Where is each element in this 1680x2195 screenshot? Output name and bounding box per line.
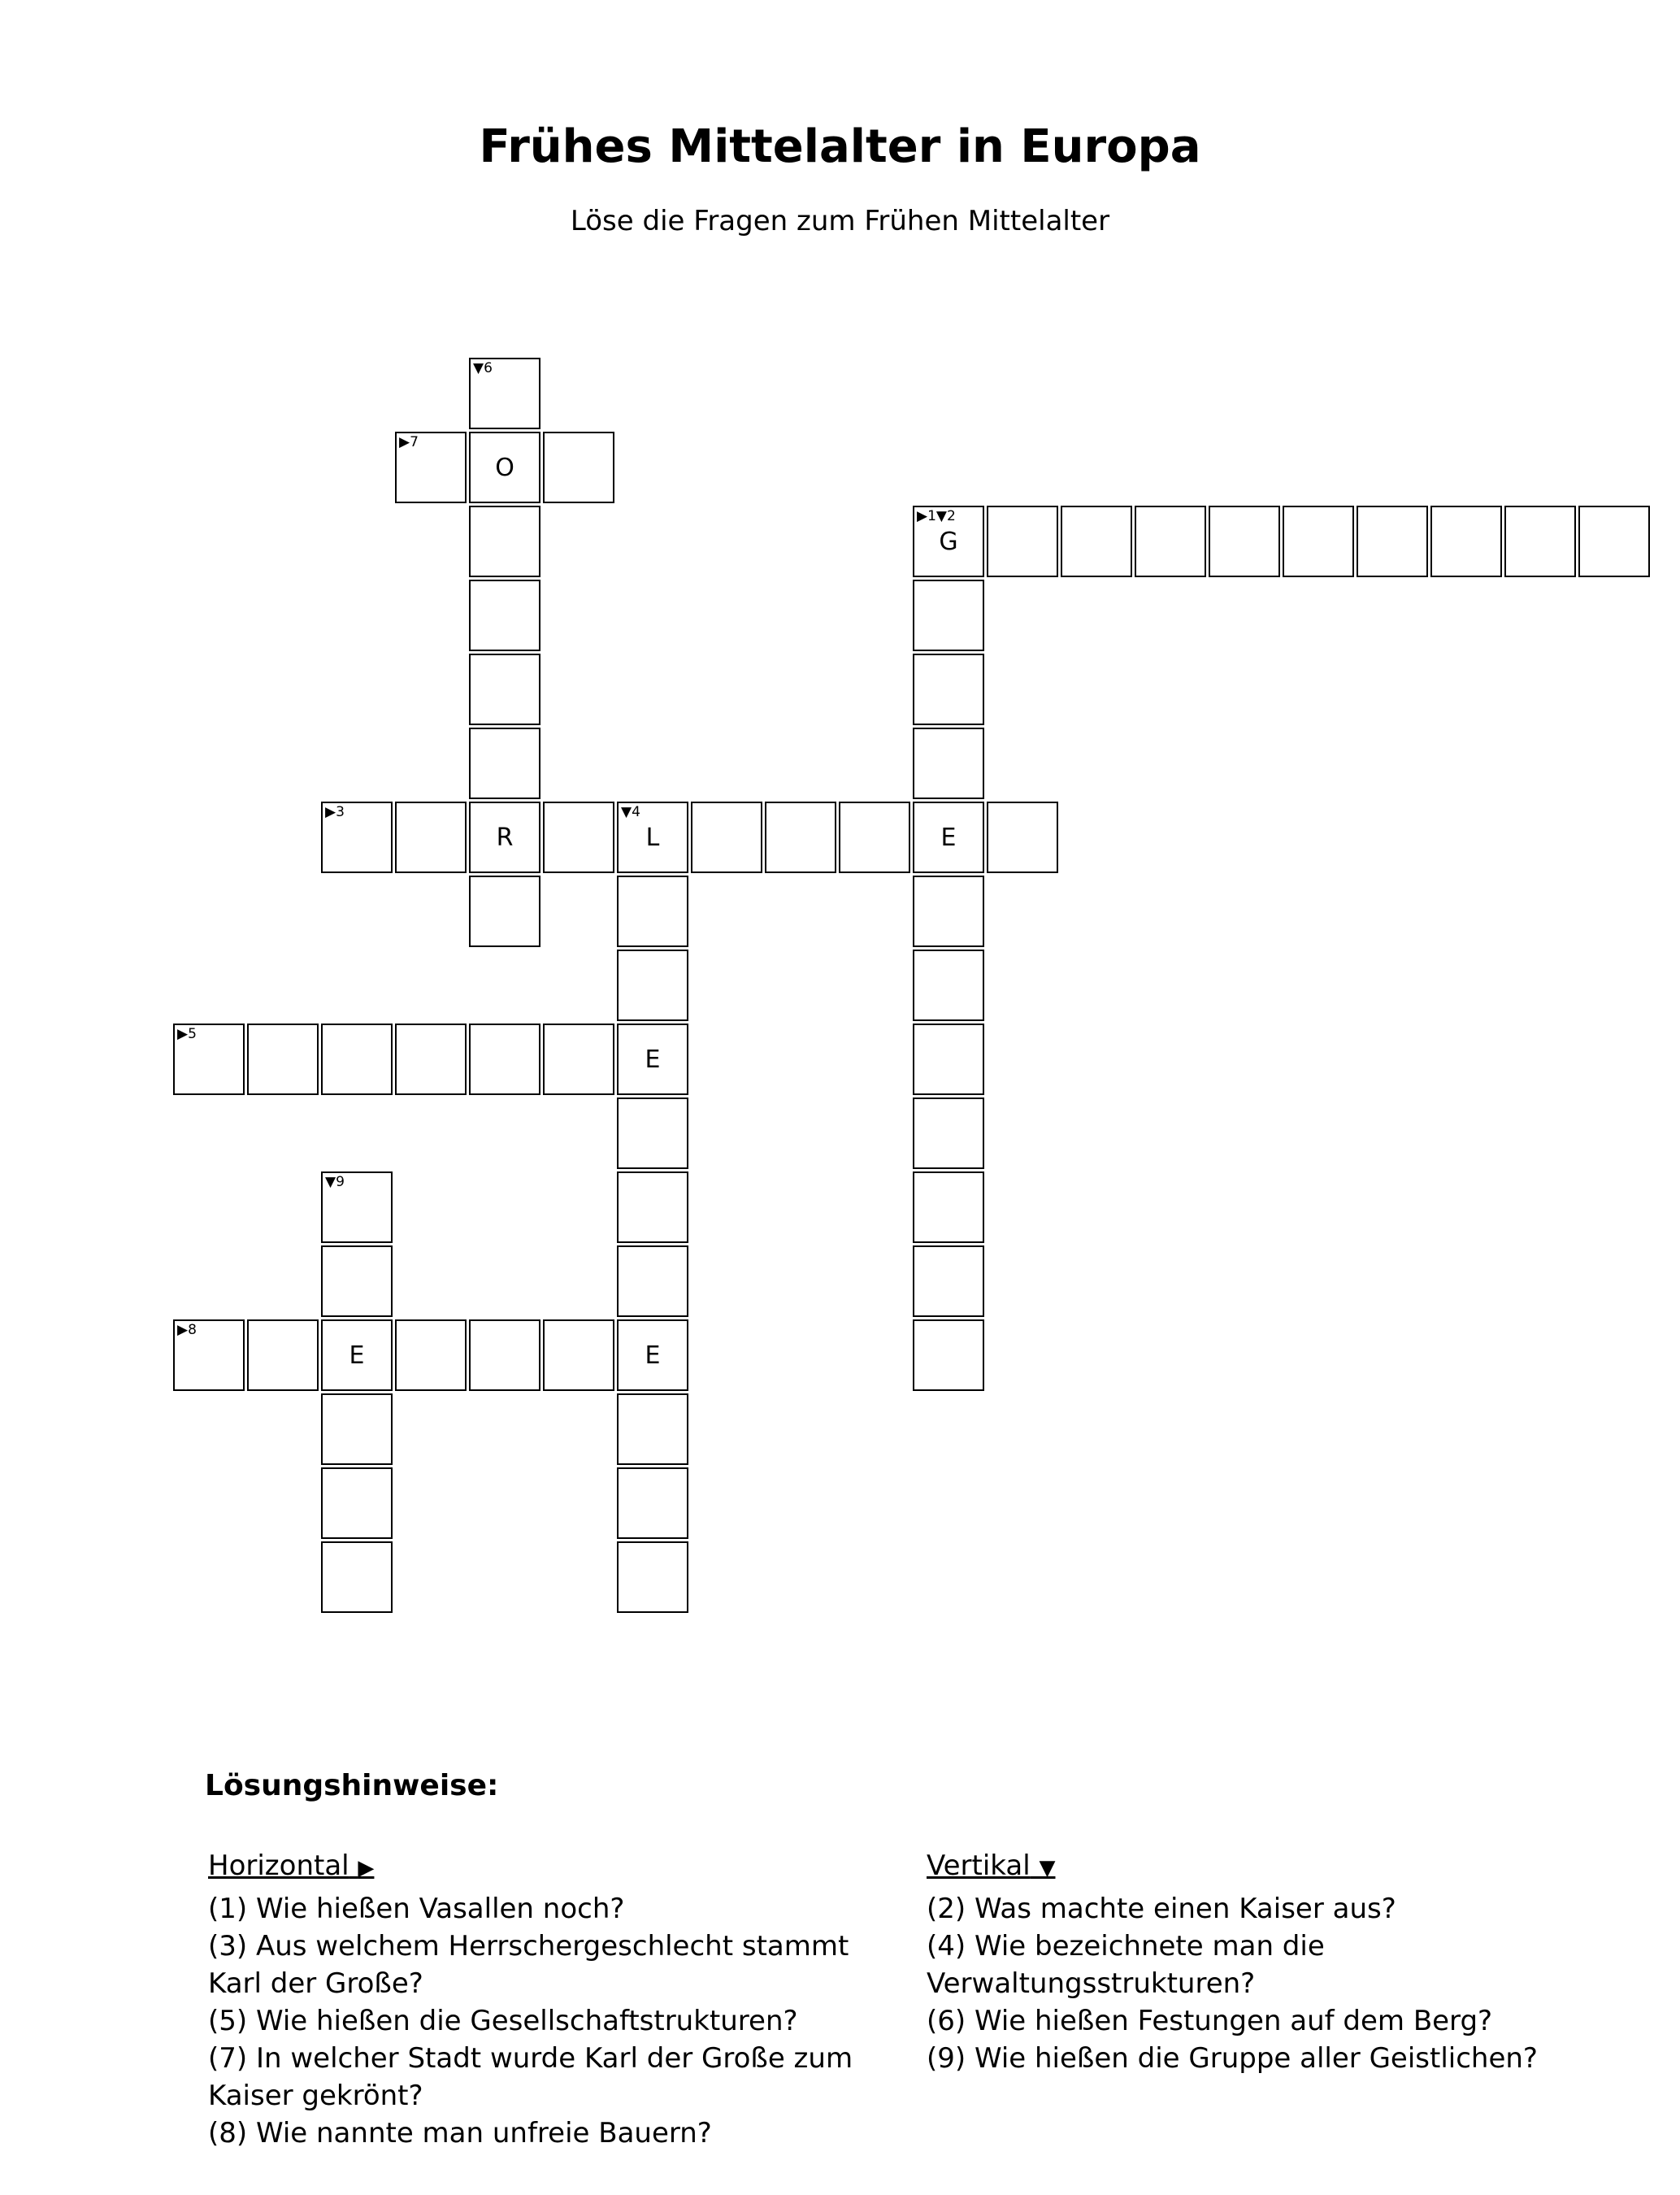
crossword-cell[interactable] [247,1319,319,1391]
crossword-cell[interactable] [543,802,614,873]
crossword-cell[interactable] [913,802,984,873]
hints-heading: Lösungshinweise: [205,1769,499,1802]
arrow-right-icon: ▶ [358,1856,375,1880]
crossword-cell[interactable] [617,876,688,947]
crossword-cell[interactable] [469,654,540,725]
crossword-cell[interactable] [913,580,984,651]
crossword-cell[interactable] [321,802,393,873]
crossword-cell[interactable] [913,1024,984,1095]
across-label: Horizontal [208,1849,349,1882]
crossword-cell[interactable] [321,1171,393,1243]
crossword-cell[interactable] [321,1024,393,1095]
cell-letter: O [495,454,514,482]
crossword-cell[interactable] [395,1319,467,1391]
crossword-cell[interactable] [1209,506,1280,577]
down-label: Vertikal [927,1849,1031,1882]
crossword-cell[interactable] [617,1171,688,1243]
crossword-cell[interactable] [173,1319,245,1391]
across-clue-list [208,1890,907,2152]
clue-number: ▶3 [325,804,345,820]
clue-item: (8) Wie nannte man unfreie Bauern? [208,2117,712,2149]
crossword-cell[interactable] [913,728,984,799]
clue-number: ▶1▼2 [917,508,956,524]
crossword-cell[interactable] [839,802,910,873]
crossword-cell[interactable] [987,802,1058,873]
clue-item: (3) Aus welchem Herrschergeschlecht stammt Karl der Große? [208,1930,849,2000]
crossword-cell[interactable] [1504,506,1576,577]
crossword-cell[interactable] [469,580,540,651]
crossword-cell[interactable] [913,876,984,947]
cell-letter: E [349,1341,365,1370]
crossword-cell[interactable] [395,1024,467,1095]
crossword-cell[interactable] [1578,506,1650,577]
crossword-cell[interactable] [913,1319,984,1391]
crossword-cell[interactable] [1357,506,1428,577]
clue-item: (6) Wie hießen Festungen auf dem Berg? [927,2005,1493,2037]
crossword-cell[interactable] [913,1171,984,1243]
clue-number: ▼9 [325,1174,345,1190]
crossword-cell[interactable] [395,802,467,873]
cell-letter: E [645,1045,661,1074]
crossword-cell[interactable] [1283,506,1354,577]
crossword-cell[interactable] [543,1319,614,1391]
crossword-cell[interactable] [617,802,688,873]
crossword-cell[interactable] [913,654,984,725]
across-heading [208,1847,907,1887]
clue-number: ▼6 [473,360,493,376]
clue-item: (5) Wie hießen die Gesellschaftstrukturen? [208,2005,798,2037]
cell-letter: R [496,824,514,852]
clue-item: (4) Wie bezeichnete man die Verwaltungsstrukturen? [927,1930,1325,2000]
crossword-cell[interactable] [987,506,1058,577]
crossword-cell[interactable] [321,1319,393,1391]
crossword-cell[interactable] [765,802,836,873]
crossword-cell[interactable] [913,1245,984,1317]
clue-item: (2) Was machte einen Kaiser aus? [927,1893,1396,1925]
crossword-cell[interactable] [617,1393,688,1465]
crossword-cell[interactable] [617,1467,688,1539]
crossword-cell[interactable] [617,950,688,1021]
crossword-cell[interactable] [617,1024,688,1095]
page-title: Frühes Mittelalter in Europa [479,120,1201,173]
crossword-cell[interactable] [913,950,984,1021]
arrow-down-icon: ▼ [1039,1856,1056,1880]
crossword-cell[interactable] [913,506,984,577]
clue-number: ▶5 [177,1026,197,1042]
crossword-cell[interactable] [1430,506,1502,577]
crossword-cell[interactable] [395,432,467,503]
crossword-cell[interactable] [469,1024,540,1095]
clue-item: (7) In welcher Stadt wurde Karl der Große zum Kaiser gekrönt? [208,2042,853,2112]
down-heading [927,1847,1601,1887]
crossword-cell[interactable] [469,802,540,873]
crossword-cell[interactable] [617,1319,688,1391]
crossword-cell[interactable] [1061,506,1132,577]
clue-number: ▶8 [177,1322,197,1338]
crossword-cell[interactable] [321,1393,393,1465]
crossword-cell[interactable] [469,506,540,577]
crossword-cell[interactable] [543,1024,614,1095]
crossword-cell[interactable] [247,1024,319,1095]
crossword-cell[interactable] [617,1245,688,1317]
cell-letter: L [645,824,660,852]
cell-letter: G [939,528,958,556]
crossword-cell[interactable] [469,876,540,947]
crossword-cell[interactable] [691,802,762,873]
crossword-cell[interactable] [321,1541,393,1613]
crossword-cell[interactable] [913,1098,984,1169]
clue-number: ▼4 [621,804,640,820]
page-subtitle: Löse die Fragen zum Frühen Mittelalter [570,205,1110,237]
crossword-cell[interactable] [543,432,614,503]
down-clue-list [927,1890,1601,2077]
across-clues [208,1847,907,2152]
crossword-cell[interactable] [469,358,540,429]
down-clues [927,1847,1601,2077]
cell-letter: E [940,824,957,852]
crossword-cell[interactable] [321,1245,393,1317]
crossword-cell[interactable] [1135,506,1206,577]
crossword-cell[interactable] [469,1319,540,1391]
crossword-cell[interactable] [321,1467,393,1539]
clue-item: (1) Wie hießen Vasallen noch? [208,1893,625,1925]
crossword-cell[interactable] [617,1541,688,1613]
crossword-cell[interactable] [173,1024,245,1095]
clue-number: ▶7 [399,434,419,450]
clue-item: (9) Wie hießen die Gruppe aller Geistlichen? [927,2042,1538,2075]
crossword-cell[interactable] [469,432,540,503]
cell-letter: E [645,1341,661,1370]
crossword-cell[interactable] [469,728,540,799]
crossword-cell[interactable] [617,1098,688,1169]
